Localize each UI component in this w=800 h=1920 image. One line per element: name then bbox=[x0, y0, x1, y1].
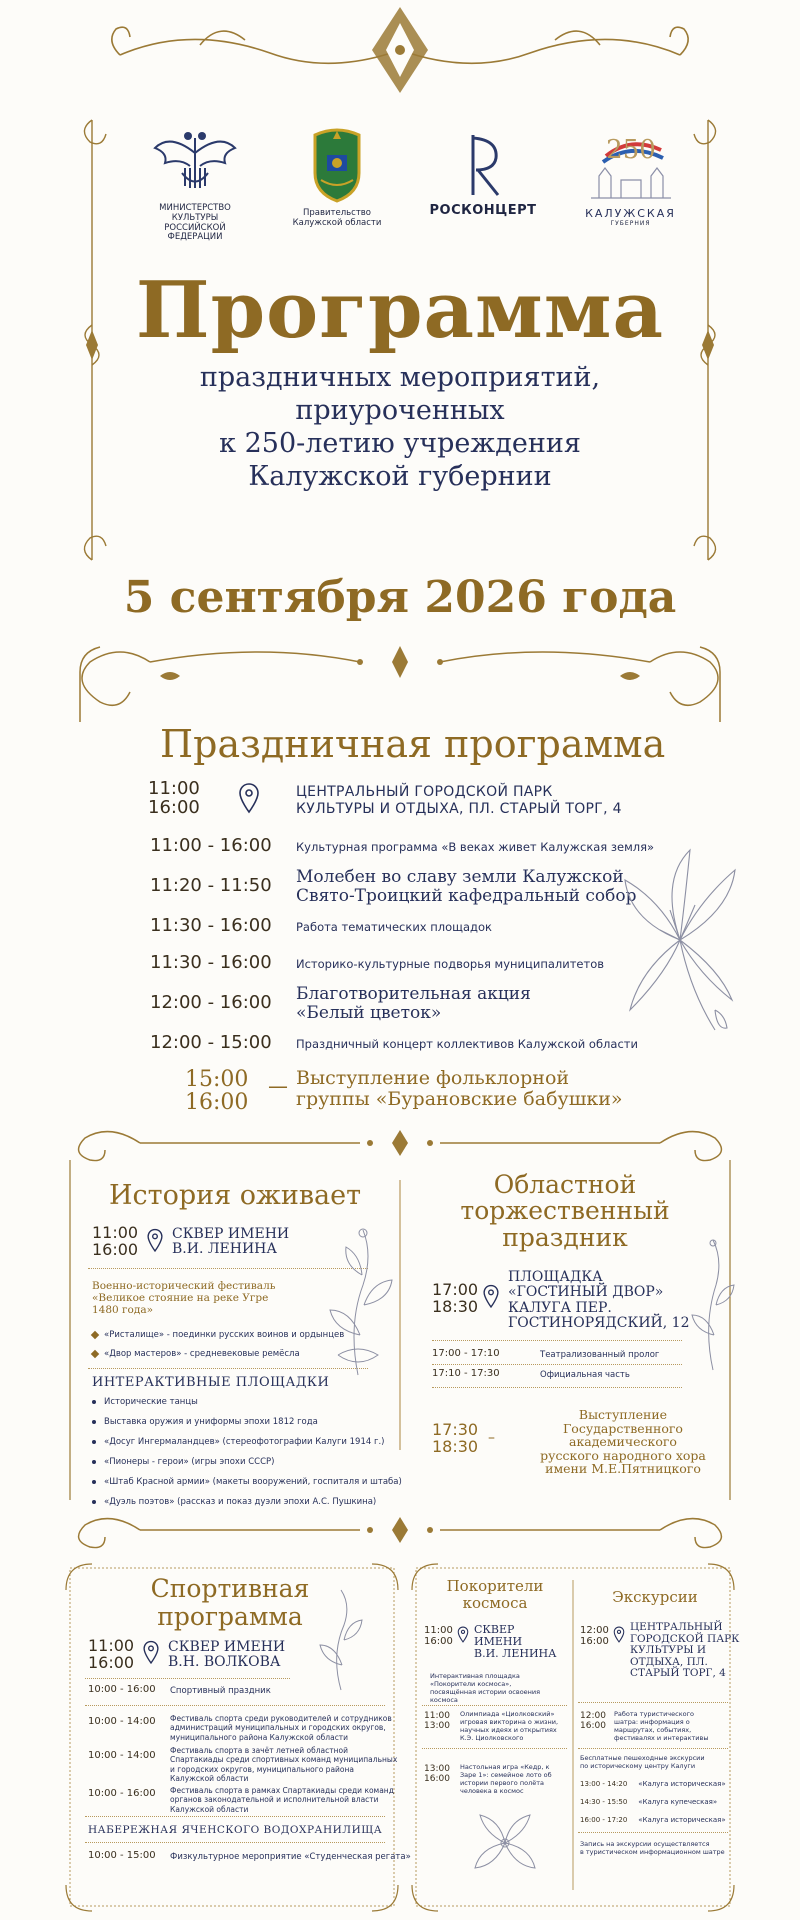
location-line: В.И. ЛЕНИНА bbox=[474, 1647, 557, 1661]
space-divider bbox=[422, 1748, 567, 1749]
history-festival: Военно-исторический фестиваль «Великое стояние на реке Угре 1480 года» bbox=[92, 1280, 276, 1317]
holiday-ornament bbox=[60, 632, 740, 722]
history-section-title: История оживает bbox=[108, 1180, 362, 1211]
schedule-desc: Благотворительная акция «Белый цветок» bbox=[296, 984, 531, 1024]
space-location bbox=[474, 1624, 556, 1660]
space-intro: Интерактивная площадка «Покорители космоса», посвящённая истории освоения космоса bbox=[430, 1672, 541, 1705]
interactive-item-text: Выставка оружия и униформы эпохи 1812 года bbox=[104, 1417, 318, 1427]
time-end: 16:00 bbox=[185, 1090, 249, 1116]
final-desc: Выступление фольклорной группы «Бурановские бабушки» bbox=[296, 1067, 623, 1110]
lily-flower-drawing bbox=[620, 840, 740, 1040]
tour-row bbox=[580, 1816, 726, 1824]
top-ornament bbox=[80, 5, 720, 95]
subtitle-line: Калужской губернии bbox=[248, 460, 552, 492]
space-item-time bbox=[424, 1712, 450, 1732]
location-line: ЦЕНТРАЛЬНЫЙ bbox=[630, 1621, 723, 1633]
sport-item-desc: Фестиваль спорта среди руководителей и сотрудников администраций муниципальных и городских округов, муниципального района Калужской области bbox=[170, 1714, 392, 1742]
space-item-time bbox=[424, 1765, 450, 1785]
excursions-info-time bbox=[580, 1712, 606, 1732]
space-item-desc: Олимпиада «Циолковский» игровая викторина о жизни, научных идеях и открытиях К.Э. Циолковского bbox=[460, 1710, 559, 1743]
excursions-divider bbox=[578, 1832, 728, 1833]
coat-of-arms-icon bbox=[307, 125, 367, 205]
section-divider bbox=[60, 1505, 740, 1555]
regional-item-desc: Театрализованный пролог bbox=[540, 1350, 660, 1360]
time-start: 15:00 bbox=[185, 1067, 249, 1092]
sport-divider bbox=[85, 1678, 290, 1679]
location-line: В.Н. ВОЛКОВА bbox=[168, 1654, 281, 1671]
sport-title-line: программа bbox=[157, 1601, 303, 1631]
schedule-time: 12:00 - 16:00 bbox=[150, 992, 272, 1013]
holiday-location bbox=[296, 784, 622, 818]
space-item-desc: Настольная игра «Кедр, к Заре 1»: семейное лото об истории первого полёта человека в космос bbox=[460, 1763, 552, 1796]
sport-title-line: Спортивная bbox=[150, 1574, 310, 1603]
time-end: 18:30 bbox=[432, 1436, 479, 1456]
time-start: 17:30 bbox=[432, 1420, 479, 1439]
regional-divider bbox=[432, 1387, 682, 1388]
sport-item-desc: Спортивный праздник bbox=[170, 1686, 271, 1696]
embankment-time: 10:00 - 15:00 bbox=[88, 1850, 156, 1861]
floral-drawing bbox=[318, 1225, 398, 1385]
location-line: КАЛУГА ПЕР. bbox=[508, 1299, 612, 1316]
location-line: ГОСТИНОРЯДСКИЙ, 12 bbox=[508, 1315, 690, 1332]
sport-divider bbox=[85, 1842, 385, 1843]
regional-final-time bbox=[432, 1422, 478, 1456]
sport-divider bbox=[85, 1705, 385, 1706]
kaluga-250-number: 250 bbox=[605, 135, 656, 165]
time-end: 16:00 bbox=[580, 1636, 609, 1647]
sport-item-time: 10:00 - 16:00 bbox=[88, 1684, 156, 1695]
location-line: СКВЕР ИМЕНИ bbox=[168, 1639, 286, 1655]
floral-drawing bbox=[688, 1235, 738, 1375]
page-title: Программа bbox=[135, 265, 665, 356]
location-line: СКВЕР bbox=[474, 1623, 515, 1636]
schedule-time: 11:00 - 16:00 bbox=[150, 835, 272, 856]
sport-divider bbox=[85, 1816, 385, 1817]
interactive-item bbox=[92, 1417, 318, 1428]
location-pin-icon bbox=[238, 782, 260, 816]
history-time bbox=[92, 1225, 138, 1259]
regional-item-desc: Официальная часть bbox=[540, 1370, 630, 1380]
schedule-desc: Праздничный концерт коллективов Калужской области bbox=[296, 1037, 638, 1051]
sport-time bbox=[88, 1638, 134, 1672]
regional-time bbox=[432, 1282, 478, 1316]
holiday-location-time bbox=[148, 780, 200, 818]
schedule-time: 11:30 - 16:00 bbox=[150, 952, 272, 973]
location-pin-icon bbox=[146, 1228, 164, 1254]
sport-section-title bbox=[120, 1575, 340, 1630]
regional-title-line: Областной bbox=[493, 1170, 637, 1199]
time-start: 13:00 bbox=[424, 1764, 450, 1774]
space-time bbox=[424, 1625, 453, 1647]
flower-drawing bbox=[470, 1808, 540, 1878]
schedule-desc: Историко-культурные подворья муниципалитетов bbox=[296, 957, 605, 971]
interactive-item-text: Исторические танцы bbox=[104, 1397, 198, 1407]
schedule-desc: Культурная программа «В веках живет Калужская земля» bbox=[296, 840, 655, 854]
festival-item bbox=[92, 1330, 344, 1341]
festival-item-text: «Двор мастеров» - средневековые ремёсла bbox=[104, 1349, 300, 1359]
tour-row bbox=[580, 1780, 726, 1788]
excursions-divider bbox=[578, 1702, 728, 1703]
final-dash: — bbox=[268, 1074, 288, 1098]
location-line: КУЛЬТУРЫ И bbox=[630, 1644, 707, 1657]
time-end: 16:00 bbox=[148, 796, 200, 818]
schedule-time: 11:30 - 16:00 bbox=[150, 915, 272, 936]
final-time bbox=[185, 1068, 248, 1114]
time-start: 12:00 bbox=[580, 1711, 606, 1721]
sport-location bbox=[168, 1640, 285, 1671]
location-line: ПЛОЩАДКА bbox=[508, 1269, 603, 1285]
time-end: 18:30 bbox=[432, 1296, 479, 1316]
location-pin-icon bbox=[613, 1626, 625, 1644]
time-end: 16:00 bbox=[580, 1720, 606, 1731]
excursions-time bbox=[580, 1625, 609, 1647]
excursions-location bbox=[630, 1622, 739, 1680]
schedule-time: 11:20 - 11:50 bbox=[150, 875, 272, 896]
time-start: 11:00 bbox=[92, 1223, 139, 1242]
interactive-item-text: «Пионеры - герои» (игры эпохи СССР) bbox=[104, 1457, 275, 1467]
subtitle-line: приуроченных bbox=[295, 394, 505, 426]
location-line: В.И. ЛЕНИНА bbox=[172, 1241, 277, 1258]
time-start: 11:00 bbox=[424, 1711, 450, 1721]
logo-ministry-culture bbox=[140, 128, 250, 243]
interactive-item-text: «Досуг Ингермаландцев» (стереофотографии Калуги 1914 г.) bbox=[104, 1437, 385, 1447]
location-pin-icon bbox=[457, 1626, 469, 1644]
floral-drawing bbox=[316, 1585, 366, 1695]
time-end: 16:00 bbox=[424, 1636, 453, 1647]
excursions-free-walks: Бесплатные пешеходные экскурсии по историческому центру Калуги bbox=[580, 1754, 705, 1771]
time-end: 16:00 bbox=[424, 1773, 450, 1784]
time-start: 12:00 bbox=[580, 1625, 609, 1636]
subtitle-line: к 250-летию учреждения bbox=[219, 427, 581, 459]
tour-row bbox=[580, 1798, 717, 1806]
location-line: ОТДЫХА, ПЛ. bbox=[630, 1655, 708, 1668]
space-title-line: Покорители bbox=[446, 1577, 544, 1595]
event-date: 5 сентября 2026 года bbox=[123, 572, 677, 623]
interactive-item bbox=[92, 1437, 384, 1448]
schedule-desc: Молебен во славу земли Калужской Свято-Троицкий кафедральный собор bbox=[296, 867, 637, 907]
regional-title-line: торжественный bbox=[460, 1196, 670, 1226]
interactive-item bbox=[92, 1457, 274, 1468]
regional-item-time: 17:10 - 17:30 bbox=[432, 1368, 500, 1379]
sport-item-desc: Фестиваль спорта в зачёт летней областной Спартакиады среди спортивных команд муниципальных и городских округов, муниципального района Калужской области bbox=[170, 1746, 398, 1784]
interactive-item bbox=[92, 1477, 402, 1488]
embankment-title: НАБЕРЕЖНАЯ ЯЧЕНСКОГО ВОДОХРАНИЛИЩА bbox=[88, 1824, 383, 1836]
sport-item-time: 10:00 - 14:00 bbox=[88, 1716, 156, 1727]
kaluga-250-caption-small: ГУБЕРНИЯ bbox=[610, 219, 651, 227]
ministry-caption: МИНИСТЕРСТВО КУЛЬТУРЫ РОССИЙСКОЙ ФЕДЕРАЦИИ bbox=[159, 203, 231, 243]
location-line: СКВЕР ИМЕНИ bbox=[172, 1226, 290, 1242]
location-line: СТАРЫЙ ТОРГ, 4 bbox=[630, 1667, 726, 1680]
excursions-section-title: Экскурсии bbox=[612, 1588, 698, 1606]
logo-kaluga-250 bbox=[578, 128, 683, 228]
logo-rosconcert bbox=[428, 130, 538, 219]
regional-final-dash: – bbox=[488, 1430, 495, 1446]
regional-location bbox=[508, 1270, 689, 1332]
location-line: ГОРОДСКОЙ ПАРК bbox=[630, 1632, 740, 1645]
sport-item-time: 10:00 - 16:00 bbox=[88, 1788, 156, 1799]
excursions-note: Запись на экскурсии осуществляется в туристическом информационном шатре bbox=[580, 1840, 725, 1857]
sport-item-time: 10:00 - 14:00 bbox=[88, 1750, 156, 1761]
space-title-line: космоса bbox=[462, 1593, 528, 1612]
holiday-section-title: Праздничная программа bbox=[160, 722, 666, 766]
location-line: КУЛЬТУРЫ И ОТДЫХА, ПЛ. СТАРЫЙ ТОРГ, 4 bbox=[296, 800, 622, 817]
sport-item-desc: Фестиваль спорта в рамках Спартакиады среди команд органов законодательной и исполнительной власти Калужской области bbox=[170, 1786, 394, 1814]
rosconcert-mark-icon bbox=[458, 130, 508, 200]
festival-item bbox=[92, 1349, 300, 1360]
interactive-item-text: «Дуэль поэтов» (рассказ и показ дуэли эпохи А.С. Пушкина) bbox=[104, 1497, 377, 1507]
tour-desc: «Калуга купеческая» bbox=[638, 1798, 718, 1806]
time-start: 11:00 bbox=[148, 778, 200, 799]
kaluga-250-emblem-icon bbox=[581, 128, 681, 208]
kaluga-government-caption: Правительство Калужской области bbox=[292, 208, 382, 228]
page-subtitle bbox=[0, 362, 800, 494]
subtitle-line: праздничных мероприятий, bbox=[199, 362, 601, 393]
location-line: «ГОСТИНЫЙ ДВОР» bbox=[508, 1284, 664, 1301]
regional-final-desc: Выступление Государственного академического русского народного хора имени М.Е.Пятницкого bbox=[540, 1407, 706, 1476]
tour-desc: «Калуга историческая» bbox=[638, 1816, 726, 1824]
location-line: ИМЕНИ bbox=[474, 1635, 523, 1649]
logo-kaluga-government bbox=[292, 125, 382, 229]
space-section-title bbox=[420, 1578, 570, 1611]
location-line: ЦЕНТРАЛЬНЫЙ ГОРОДСКОЙ ПАРК bbox=[296, 784, 553, 800]
tour-desc: «Калуга историческая» bbox=[638, 1780, 726, 1788]
regional-section-title bbox=[410, 1172, 720, 1251]
rosconcert-caption: РОСКОНЦЕРТ bbox=[429, 203, 537, 218]
eagle-emblem-icon bbox=[140, 128, 250, 200]
regional-divider bbox=[432, 1340, 682, 1341]
tour-time: 16:00 - 17:20 bbox=[580, 1816, 628, 1824]
time-end: 16:00 bbox=[92, 1239, 139, 1259]
embankment-desc: Физкультурное мероприятие «Студенческая регата» bbox=[170, 1852, 411, 1862]
excursions-divider bbox=[578, 1748, 728, 1749]
history-location bbox=[172, 1227, 289, 1258]
time-end: 13:00 bbox=[424, 1720, 450, 1731]
space-divider bbox=[422, 1705, 567, 1706]
tour-time: 13:00 - 14:20 bbox=[580, 1780, 628, 1788]
time-start: 17:00 bbox=[432, 1280, 479, 1299]
time-end: 16:00 bbox=[88, 1652, 135, 1672]
schedule-time: 12:00 - 15:00 bbox=[150, 1032, 272, 1053]
excursions-info: Работа туристического шатра: информация о маршрутах, событиях, фестивалях и интерактивы bbox=[614, 1710, 709, 1743]
schedule-desc: Работа тематических площадок bbox=[296, 920, 492, 934]
regional-title-line: праздник bbox=[502, 1222, 628, 1252]
interactive-item-text: «Штаб Красной армии» (макеты вооружений, госпиталя и штаба) bbox=[104, 1477, 402, 1487]
interactive-title: ИНТЕРАКТИВНЫЕ ПЛОЩАДКИ bbox=[92, 1375, 330, 1390]
regional-divider bbox=[432, 1364, 682, 1365]
location-pin-icon bbox=[482, 1284, 500, 1310]
interactive-item bbox=[92, 1397, 198, 1408]
festival-item-text: «Ристалище» - поединки русских воинов и ордынцев bbox=[104, 1330, 345, 1340]
time-start: 11:00 bbox=[88, 1636, 135, 1655]
tour-time: 14:30 - 15:50 bbox=[580, 1798, 628, 1806]
location-pin-icon bbox=[142, 1640, 160, 1666]
time-start: 11:00 bbox=[424, 1625, 453, 1636]
kaluga-250-caption: КАЛУЖСКАЯ bbox=[585, 207, 676, 220]
regional-item-time: 17:00 - 17:10 bbox=[432, 1348, 500, 1359]
